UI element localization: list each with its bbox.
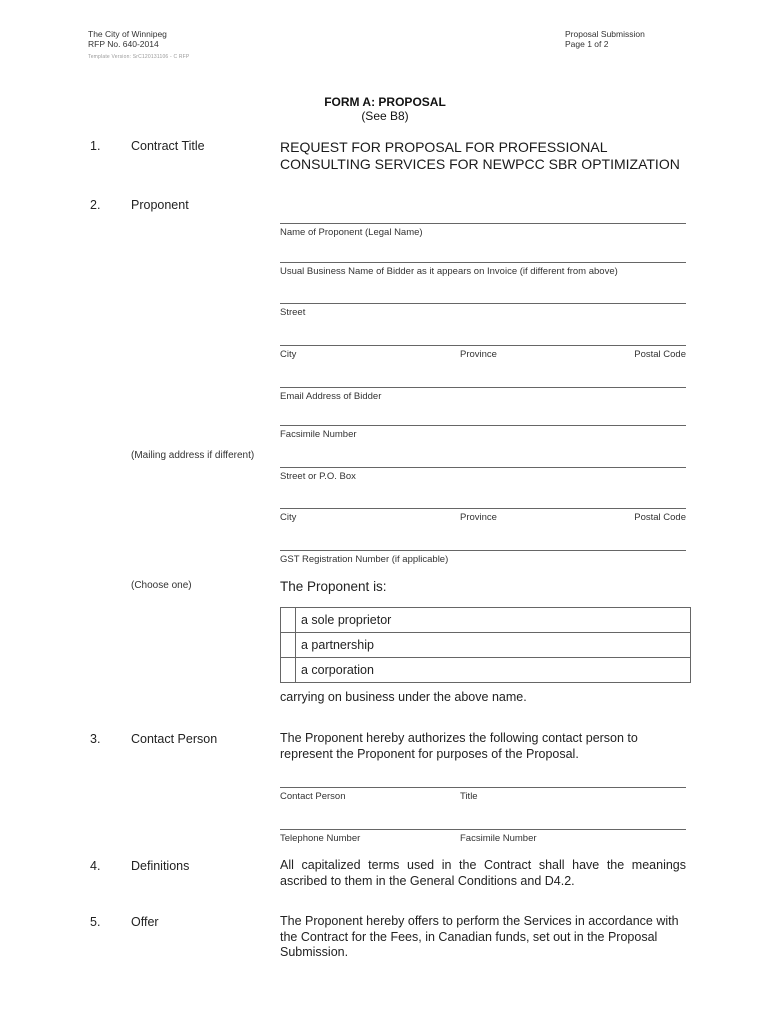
header-proposal-submission: Proposal Submission [565,29,645,39]
street-caption: Street [280,307,306,318]
usual-name-line[interactable] [280,262,686,263]
gst-line[interactable] [280,550,686,551]
section-3-number: 3. [90,732,101,746]
postal-code-caption: Postal Code [634,349,686,360]
province-caption: Province [460,349,497,360]
header-page-number: Page 1 of 2 [565,39,609,49]
mailing-city-caption: City [280,512,297,523]
email-line[interactable] [280,387,686,388]
contract-title [280,139,700,173]
header-rfp-number: RFP No. 640-2014 [88,39,159,49]
fax-line[interactable] [280,425,686,426]
carrying-on-business-text: carrying on business under the above name. [280,690,527,704]
proponent-option-row[interactable] [281,608,691,633]
choose-one-note: (Choose one) [131,580,192,591]
sole-proprietor-label: a sole proprietor [296,608,691,633]
mailing-street-line[interactable] [280,467,686,468]
partnership-checkbox[interactable] [281,633,296,658]
telephone-caption: Telephone Number [280,833,361,844]
form-title: FORM A: PROPOSAL [324,95,446,109]
corporation-checkbox[interactable] [281,658,296,683]
telephone-line[interactable] [280,829,686,830]
fax-caption: Facsimile Number [280,429,357,440]
email-caption: Email Address of Bidder [280,391,382,402]
usual-name-caption: Usual Business Name of Bidder as it appears on Invoice (if different from above) [280,266,618,277]
partnership-label: a partnership [296,633,691,658]
proponent-type-table [280,607,691,683]
mailing-postal-code-caption: Postal Code [634,512,686,523]
contact-fax-caption: Facsimile Number [460,833,537,844]
contact-authorization-text: The Proponent hereby authorizes the following contact person to represent the Proponent for purposes of the Proposal. [280,731,638,761]
legal-name-line[interactable] [280,223,686,224]
section-4-number: 4. [90,859,101,873]
contract-title-line-2: CONSULTING SERVICES FOR NEWPCC SBR OPTIMIZATION [280,156,680,172]
city-caption: City [280,349,297,360]
proponent-option-row[interactable] [281,658,691,683]
proponent-option-row[interactable] [281,633,691,658]
section-5-number: 5. [90,915,101,929]
form-subtitle: (See B8) [361,109,409,123]
section-1-number: 1. [90,139,101,153]
contact-person-line[interactable] [280,787,686,788]
section-4-label: Definitions [131,859,190,873]
section-5-label: Offer [131,915,159,929]
legal-name-caption: Name of Proponent (Legal Name) [280,227,423,238]
contact-person-caption: Contact Person [280,791,346,802]
proponent-is-label: The Proponent is: [280,579,387,594]
gst-caption: GST Registration Number (if applicable) [280,554,449,565]
definitions-text: All capitalized terms used in the Contract shall have the meanings ascribed to them in the General Conditions and D4.2. [280,858,686,888]
offer-text: The Proponent hereby offers to perform the Services in accordance with the Contract for the Fees, in Canadian funds, set out in the Proposal Submission. [280,914,679,959]
section-3-label: Contact Person [131,732,218,746]
sole-proprietor-checkbox[interactable] [281,608,296,633]
contract-title-line-1: REQUEST FOR PROPOSAL FOR PROFESSIONAL [280,139,608,155]
section-1-label: Contract Title [131,139,205,153]
header-city: The City of Winnipeg [88,29,167,39]
mailing-address-note: (Mailing address if different) [131,450,255,461]
mailing-city-line[interactable] [280,508,686,509]
corporation-label: a corporation [296,658,691,683]
mailing-province-caption: Province [460,512,497,523]
mailing-street-caption: Street or P.O. Box [280,471,356,482]
contact-title-caption: Title [460,791,478,802]
section-2-label: Proponent [131,198,189,212]
street-line[interactable] [280,303,686,304]
section-2-number: 2. [90,198,101,212]
city-line[interactable] [280,345,686,346]
header-template-version: Template Version: SrC120131106 - C RFP [88,54,190,60]
